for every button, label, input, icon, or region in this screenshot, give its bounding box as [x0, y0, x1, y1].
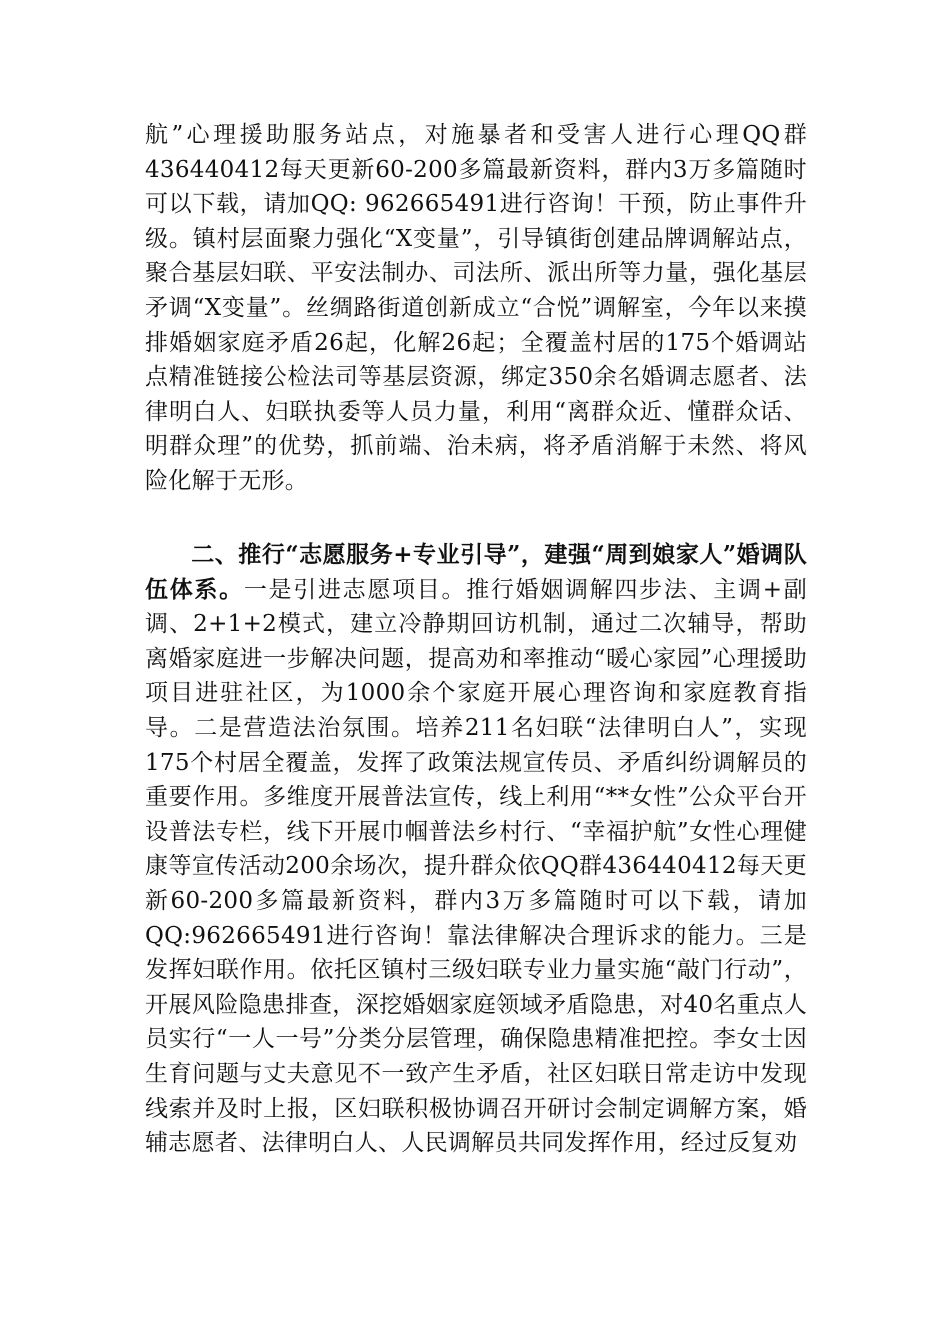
section-heading: 二、推行“志愿服务+专业引导”，建强“周到娘家人”婚调队伍体系。 — [145, 541, 807, 603]
body-paragraph-2 — [145, 538, 807, 1161]
body-paragraph-1 — [145, 118, 807, 499]
paragraph-2-text: 一是引进志愿项目。推行婚姻调解四步法、主调+副调、2+1+2模式，建立冷静期回访机制，通过二次辅导，帮助离婚家庭进一步解决问题，提高劝和率推动“暖心家园”心理援助项目进驻社区，为1000余个家庭开展心理咨询和家庭教育指导。二是营造法治氛围。培养211名妇联“法律明白人”，实现175个村居全覆盖，发挥了政策法规宣传员、矛盾纠纷调解员的重要作用。多维度开展普法宣传，线上利用“**女性”公众平台开设普法专栏，线下开展巾帼普法乡村行、“幸福护航”女性心理健康等宣传活动200余场次，提升群众依QQ群436440412每天更新60-200多篇最新资料，群内3万多篇随时可以下载，请加QQ:962665491进行咨询！靠法律解决合理诉求的能力。三是发挥妇联作用。依托区镇村三级妇联专业力量实施“敲门行动”，开展风险隐患排查，深挖婚姻家庭领域矛盾隐患，对40名重点人员实行“一人一号”分类分层管理，确保隐患精准把控。李女士因生育问题与丈夫意见不一致产生矛盾，社区妇联日常走访中发现线索并及时上报，区妇联积极协调召开研讨会制定调解方案，婚辅志愿者、法律明白人、人民调解员共同发挥作用，经过反复劝 — [145, 576, 808, 1157]
paragraph-1-text: 航”心理援助服务站点，对施暴者和受害人进行心理QQ群436440412每天更新60-200多篇最新资料，群内3万多篇随时可以下载，请加QQ: 962665491进行咨询！干预，防止事件升级。镇村层面聚力强化“X变量”，引导镇街创建品牌调解站点，聚合基层妇联、平安法制办、司法所、派出所等力量，强化基层矛调“X变量”。丝绸路街道创新成立“合悦”调解室，今年以来摸排婚姻家庭矛盾26起，化解26起；全覆盖村居的175个婚调站点精准链接公检法司等基层资源，绑定350余名婚调志愿者、法律明白人、妇联执委等人员力量，利用“离群众近、懂群众话、明群众理”的优势，抓前端、治未病，将矛盾消解于未然、将风险化解于无形。 — [145, 122, 807, 494]
